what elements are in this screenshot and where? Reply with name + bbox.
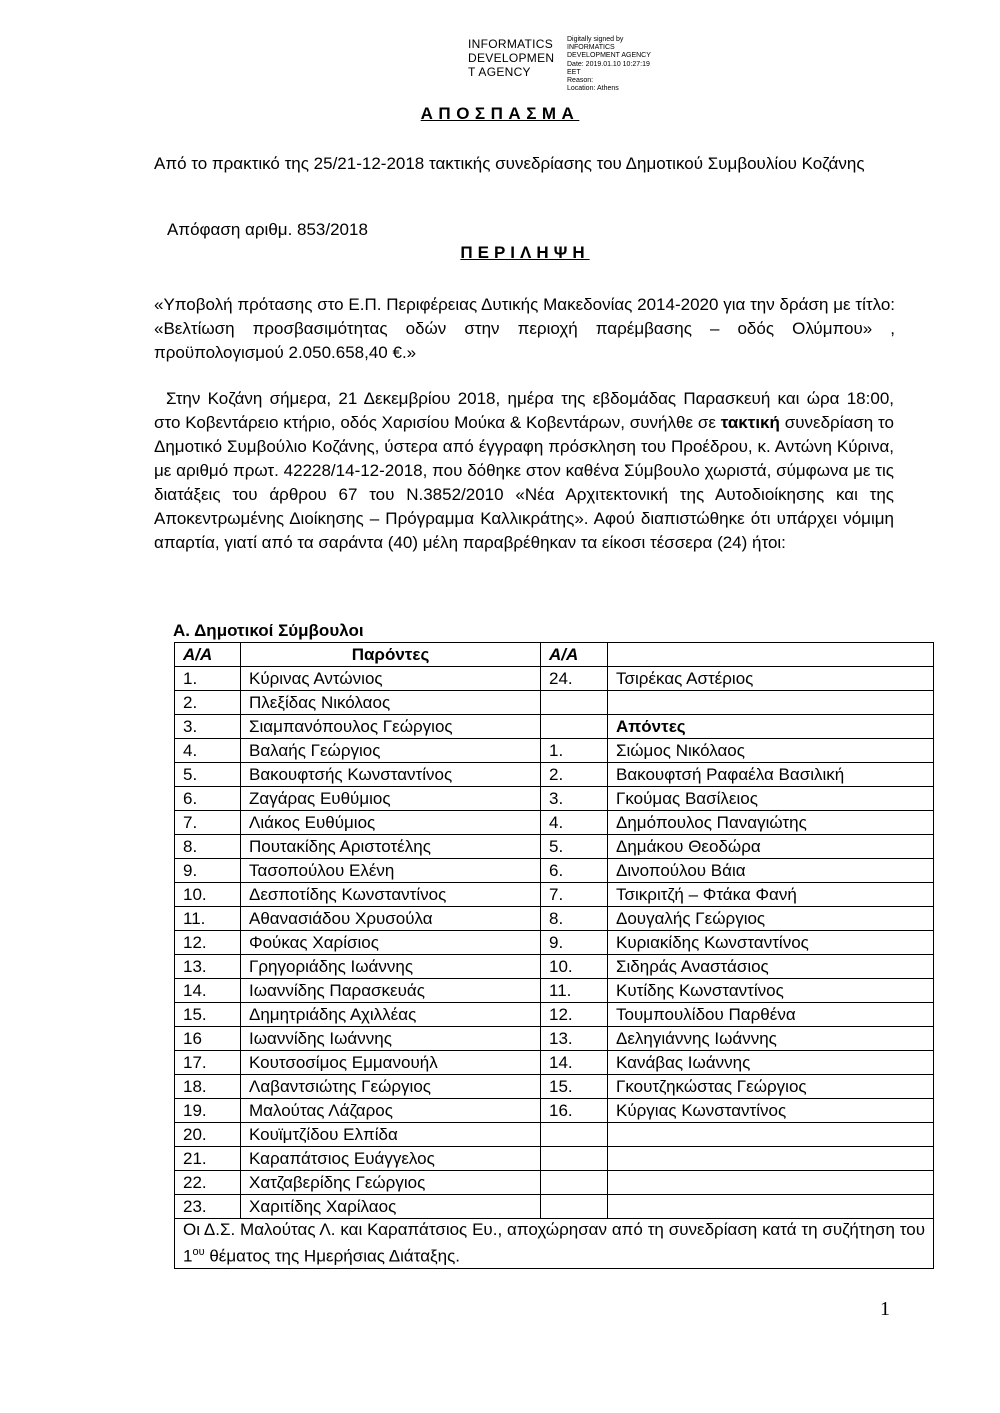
present-name: Φούκας Χαρίσιος — [241, 931, 541, 955]
empty-cell — [541, 1171, 608, 1195]
note-superscript: ου — [192, 1246, 205, 1258]
table-row — [175, 787, 934, 811]
present-name: Πουτακίδης Αριστοτέλης — [241, 835, 541, 859]
absent-name: Σιδηράς Αναστάσιος — [608, 955, 934, 979]
present-number: 11. — [175, 907, 241, 931]
empty-cell — [608, 1171, 934, 1195]
absent-name: Γκουτζηκώστας Γεώργιος — [608, 1075, 934, 1099]
present-number: 7. — [175, 811, 241, 835]
header-number: Α/Α — [175, 643, 241, 667]
absent-name: Βακουφτσή Ραφαέλα Βασιλική — [608, 763, 934, 787]
signature-name — [468, 37, 566, 79]
empty-cell — [541, 1123, 608, 1147]
note-text: Οι Δ.Σ. Μαλούτας Λ. και Καραπάτσιος Ευ., αποχώρησαν από τη συνεδρίαση κατά τη συζήτηση του 1 — [183, 1220, 925, 1266]
present-name: Τασοπούλου Ελένη — [241, 859, 541, 883]
empty-cell — [608, 1147, 934, 1171]
absent-name: Κυτίδης Κωνσταντίνος — [608, 979, 934, 1003]
present-number: 16 — [175, 1027, 241, 1051]
present-number: 10. — [175, 883, 241, 907]
table-row — [175, 1195, 934, 1219]
present-name: Γρηγοριάδης Ιωάννης — [241, 955, 541, 979]
table-row — [175, 763, 934, 787]
signature-name-line: INFORMATICS — [468, 37, 554, 51]
absent-name: Κυριακίδης Κωνσταντίνος — [608, 931, 934, 955]
absent-heading: Απόντες — [608, 715, 934, 739]
absent-number: 8. — [541, 907, 608, 931]
present-name: Δημητριάδης Αχιλλέας — [241, 1003, 541, 1027]
absent-name: Τουμπουλίδου Παρθένα — [608, 1003, 934, 1027]
header-present: Παρόντες — [241, 643, 541, 667]
table-row — [175, 1027, 934, 1051]
meeting-text: συνεδρίαση το Δημοτικό Συμβούλιο Κοζάνης, ύστερα από έγγραφη πρόσκληση του Προέδρου, κ. Αντώνη Κύρινα, με αριθμό πρωτ. 42228/14-12-2018, που δόθηκε στον καθένα Σύμβουλο χωριστά, σύμφωνα με τις διατάξεις του άρθρου 67 του Ν.3852/2010 «Νέα Αρχιτεκτονική της Αυτοδιοίκησης και της Αποκεντρωμένης Διοίκησης – Πρόγραμμα Καλλικράτης». Αφού διαπιστώθηκε ότι υπάρχει νόμιμη απαρτία, γιατί από τα σαράντα (40) μέλη παραβρέθηκαν τα είκοσι τέσσερα (24) ήτοι: — [154, 413, 894, 552]
present-number: 8. — [175, 835, 241, 859]
table-row — [175, 835, 934, 859]
absent-name: Δουγαλής Γεώργιος — [608, 907, 934, 931]
signature-detail-line: DEVELOPMENT AGENCY — [567, 52, 651, 60]
present-number: 22. — [175, 1171, 241, 1195]
signature-detail-line: Date: 2019.01.10 10:27:19 — [567, 60, 650, 68]
present-number: 15. — [175, 1003, 241, 1027]
present-number: 12. — [175, 931, 241, 955]
note-text: θέματος της Ημερήσιας Διάταξης. — [204, 1246, 461, 1266]
withdrawal-note — [175, 1219, 934, 1269]
present-number: 2. — [175, 691, 241, 715]
present-name: Κύρινας Αντώνιος — [241, 667, 541, 691]
present-number: 17. — [175, 1051, 241, 1075]
present-name: Σιαμπανόπουλος Γεώργιος — [241, 715, 541, 739]
present-name: Αθανασιάδου Χρυσούλα — [241, 907, 541, 931]
absent-number: 12. — [541, 1003, 608, 1027]
header-number: Α/Α — [541, 643, 608, 667]
present-name: Χαριτίδης Χαρίλαος — [241, 1195, 541, 1219]
present-number: 4. — [175, 739, 241, 763]
present-number: 21. — [175, 1147, 241, 1171]
present-name: Κουϊμτζίδου Ελπίδα — [241, 1123, 541, 1147]
absent-number: 9. — [541, 931, 608, 955]
absent-number: 13. — [541, 1027, 608, 1051]
summary-heading: ΠΕΡΙΛΗΨΗ — [460, 243, 590, 262]
present-number: 1. — [175, 667, 241, 691]
empty-cell — [541, 1195, 608, 1219]
table-row — [175, 1147, 934, 1171]
present-number: 23. — [175, 1195, 241, 1219]
absent-number: 16. — [541, 1099, 608, 1123]
present-name: Κουτσοσίμος Εμμανουήλ — [241, 1051, 541, 1075]
table-header-row — [175, 643, 934, 667]
present-number: 9. — [175, 859, 241, 883]
meeting-text: Στην Κοζάνη σήμερα, 21 Δεκεμβρίου 2018, ημέρα της εβδομάδας Παρασκευή και ώρα 18:00, στο Κοβεντάρειο κτήριο, οδός Χαρισίου Μούκα & Κοβεντάρων, συνήλθε σε — [154, 389, 894, 432]
absent-number: 4. — [541, 811, 608, 835]
intro-paragraph: Από το πρακτικό της 25/21-12-2018 τακτικής συνεδρίασης του Δημοτικού Συμβουλίου Κοζάνης — [154, 154, 865, 173]
table-row — [175, 1099, 934, 1123]
absent-name: Γκούμας Βασίλειος — [608, 787, 934, 811]
present-name: Ιωαννίδης Ιωάννης — [241, 1027, 541, 1051]
present-number: 14. — [175, 979, 241, 1003]
table-row — [175, 1051, 934, 1075]
present-name: Καραπάτσιος Ευάγγελος — [241, 1147, 541, 1171]
absent-number: 14. — [541, 1051, 608, 1075]
subject-paragraph: «Υποβολή πρότασης στο Ε.Π. Περιφέρειας Δυτικής Μακεδονίας 2014-2020 για την δράση με τίτλο: «Βελτίωση προσβασιμότητας οδών στην περιοχή παρέμβασης – οδός Ολύμπου» , προϋπολογισμού 2.050.658,40 €.» — [154, 295, 895, 362]
table-row — [175, 691, 934, 715]
page-number: 1 — [880, 1298, 890, 1320]
table-row — [175, 1123, 934, 1147]
empty-cell — [541, 691, 608, 715]
absent-name: Δεληγιάννης Ιωάννης — [608, 1027, 934, 1051]
table-row — [175, 979, 934, 1003]
present-number: 20. — [175, 1123, 241, 1147]
attendance-table — [174, 642, 934, 1269]
table-row — [175, 1075, 934, 1099]
present-name: Βαλαής Γεώργιος — [241, 739, 541, 763]
absent-number: 10. — [541, 955, 608, 979]
absent-number: 2. — [541, 763, 608, 787]
absent-name: Δημάκου Θεοδώρα — [608, 835, 934, 859]
signature-detail-line: INFORMATICS — [567, 44, 615, 52]
present-name: Βακουφτσής Κωνσταντίνος — [241, 763, 541, 787]
present-name: Χατζαβερίδης Γεώργιος — [241, 1171, 541, 1195]
absent-name: Δημόπουλος Παναγιώτης — [608, 811, 934, 835]
table-row — [175, 715, 934, 739]
meeting-type-bold: τακτική — [720, 413, 780, 432]
meeting-paragraph — [154, 387, 894, 555]
table-row — [175, 931, 934, 955]
signature-name-line: T AGENCY — [468, 65, 531, 79]
present-name: Ιωαννίδης Παρασκευάς — [241, 979, 541, 1003]
header-empty — [608, 643, 934, 667]
signature-details — [567, 36, 651, 93]
decision-number: Απόφαση αριθμ. 853/2018 — [167, 220, 368, 239]
absent-number: 1. — [541, 739, 608, 763]
table-note-row — [175, 1219, 934, 1269]
table-row — [175, 1003, 934, 1027]
absent-number: 5. — [541, 835, 608, 859]
present-number: 19. — [175, 1099, 241, 1123]
table-row — [175, 667, 934, 691]
table-row — [175, 811, 934, 835]
empty-cell — [608, 1123, 934, 1147]
absent-number: 3. — [541, 787, 608, 811]
signature-detail-line: Location: Athens — [567, 85, 619, 93]
present-name: Τσιρέκας Αστέριος — [608, 667, 934, 691]
empty-cell — [608, 691, 934, 715]
signature-detail-line: EET — [567, 68, 581, 76]
present-number: 24. — [541, 667, 608, 691]
table-row — [175, 859, 934, 883]
present-name: Λιάκος Ευθύμιος — [241, 811, 541, 835]
absent-number: 11. — [541, 979, 608, 1003]
signature-name-line: DEVELOPMEN — [468, 51, 555, 65]
absent-name: Δινοπούλου Βάια — [608, 859, 934, 883]
signature-detail-line: Reason: — [567, 77, 594, 85]
empty-cell — [608, 1195, 934, 1219]
present-number: 3. — [175, 715, 241, 739]
absent-number: 15. — [541, 1075, 608, 1099]
present-name: Ζαγάρας Ευθύμιος — [241, 787, 541, 811]
table-row — [175, 1171, 934, 1195]
table-row — [175, 955, 934, 979]
present-number: 6. — [175, 787, 241, 811]
present-number: 5. — [175, 763, 241, 787]
present-name: Λαβαντσιώτης Γεώργιος — [241, 1075, 541, 1099]
present-number: 13. — [175, 955, 241, 979]
table-row — [175, 739, 934, 763]
present-name: Δεσποτίδης Κωνσταντίνος — [241, 883, 541, 907]
present-name: Πλεξίδας Νικόλαος — [241, 691, 541, 715]
empty-cell — [541, 715, 608, 739]
signature-detail-line: Digitally signed by — [567, 36, 624, 43]
table-row — [175, 907, 934, 931]
document-title: ΑΠΟΣΠΑΣΜΑ — [420, 104, 580, 123]
absent-name: Κανάβας Ιωάννης — [608, 1051, 934, 1075]
councillors-heading: Α. Δημοτικοί Σύμβουλοι — [173, 621, 364, 640]
present-number: 18. — [175, 1075, 241, 1099]
present-name: Μαλούτας Λάζαρος — [241, 1099, 541, 1123]
table-row — [175, 883, 934, 907]
empty-cell — [541, 1147, 608, 1171]
absent-name: Κύργιας Κωνσταντίνος — [608, 1099, 934, 1123]
absent-number: 7. — [541, 883, 608, 907]
absent-name: Σιώμος Νικόλαος — [608, 739, 934, 763]
absent-name: Τσικριτζή – Φτάκα Φανή — [608, 883, 934, 907]
absent-number: 6. — [541, 859, 608, 883]
